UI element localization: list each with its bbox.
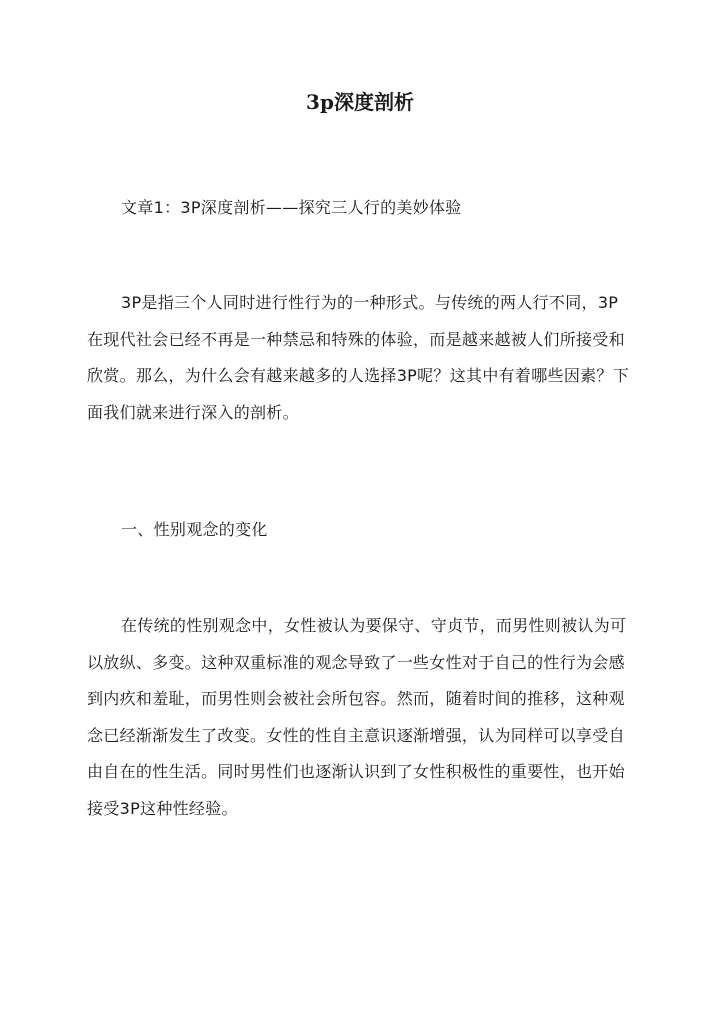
article-subtitle: 文章1：3P深度剖析——探究三人行的美妙体验 [121,198,462,217]
document-title: 3p深度剖析 [306,90,414,114]
intro-paragraph: 3P是指三个人同时进行性行为的一种形式。与传统的两人行不同，3P在现代社会已经不再是一种禁忌和特殊的体验，而是越来越被人们所接受和欣赏。那么，为什么会有越来越多的人选择3P呢？这其中有着哪些因素？下面我们就来进行深入的剖析。 [87,293,630,422]
section-body-1: 在传统的性别观念中，女性被认为要保守、守贞节，而男性则被认为可以放纵、多变。这种双重标准的观念导致了一些女性对于自己的性行为会感到内疚和羞耻，而男性则会被社会所包容。然而，随着时间的推移，这种观念已经渐渐发生了改变。女性的性自主意识逐渐增强，认为同样可以享受自由自在的性生活。同时男性们也逐渐认识到了女性积极性的重要性，也开始接受3P这种性经验。 [87,616,627,818]
section-heading-1: 一、性别观念的变化 [121,520,268,539]
